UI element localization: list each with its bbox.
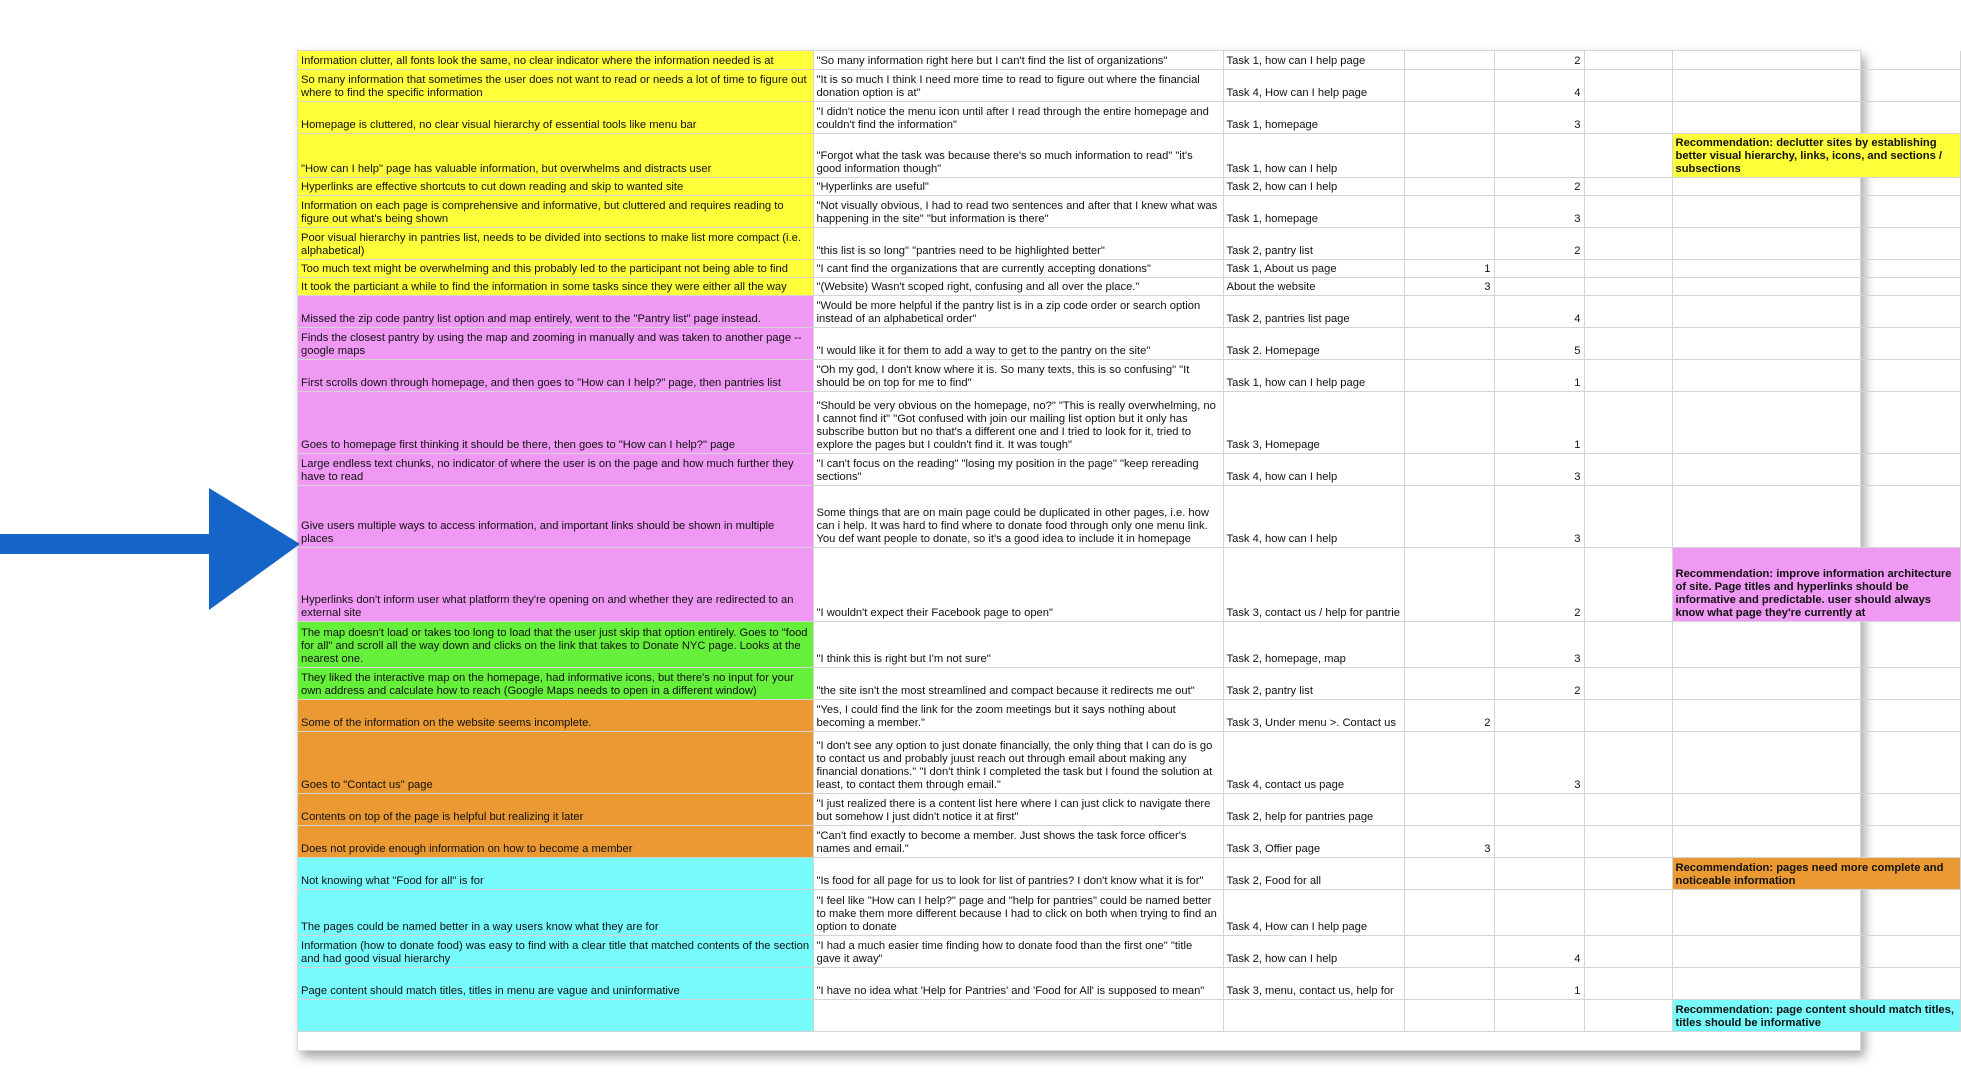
table-row bbox=[298, 857, 1960, 889]
rating-a-cell[interactable]: 3 bbox=[1404, 277, 1494, 295]
recommendation-cell[interactable] bbox=[1672, 277, 1960, 295]
empty-cell[interactable] bbox=[1584, 327, 1672, 359]
table-row bbox=[298, 277, 1960, 295]
rating-a-cell[interactable] bbox=[1404, 621, 1494, 667]
rating-b-cell[interactable]: 2 bbox=[1494, 51, 1584, 69]
table-row bbox=[298, 999, 1960, 1031]
quote-cell[interactable]: "Should be very obvious on the homepage, no?" "This is really overwhelming, no I cannot find it" "Got confused with join our mailing list option but it only has subscribe button but no that's a different one and I tried to look for it, tried to explore the pages but I couldn't find it. It was tough" bbox=[813, 391, 1223, 453]
finding-cell[interactable]: Some of the information on the website seems incomplete. bbox=[298, 699, 813, 731]
finding-cell[interactable]: Contents on top of the page is helpful but realizing it later bbox=[298, 793, 813, 825]
rating-b-cell[interactable]: 1 bbox=[1494, 359, 1584, 391]
table-row bbox=[298, 327, 1960, 359]
finding-cell[interactable]: Not knowing what "Food for all" is for bbox=[298, 857, 813, 889]
recommendation-cell[interactable] bbox=[1672, 453, 1960, 485]
task-cell[interactable]: Task 1, how can I help page bbox=[1223, 51, 1404, 69]
empty-cell[interactable] bbox=[1584, 359, 1672, 391]
table-row bbox=[298, 485, 1960, 547]
quote-cell[interactable]: "Is food for all page for us to look for list of pantries? I don't know what it is for" bbox=[813, 857, 1223, 889]
quote-cell[interactable]: "Yes, I could find the link for the zoom meetings but it says nothing about becoming a member." bbox=[813, 699, 1223, 731]
rating-b-cell[interactable]: 2 bbox=[1494, 547, 1584, 621]
recommendation-cell[interactable] bbox=[1672, 227, 1960, 259]
rating-b-cell[interactable] bbox=[1494, 699, 1584, 731]
recommendation-cell[interactable] bbox=[1672, 621, 1960, 667]
rating-a-cell[interactable] bbox=[1404, 731, 1494, 793]
task-cell[interactable]: Task 2, pantry list bbox=[1223, 667, 1404, 699]
rating-b-cell[interactable] bbox=[1494, 825, 1584, 857]
recommendation-cell[interactable] bbox=[1672, 195, 1960, 227]
finding-cell[interactable] bbox=[298, 999, 813, 1031]
table-row bbox=[298, 935, 1960, 967]
table-row bbox=[298, 621, 1960, 667]
finding-cell[interactable]: Hyperlinks don't inform user what platform they're opening on and whether they are redirected to an external site bbox=[298, 547, 813, 621]
finding-cell[interactable]: Information on each page is comprehensive and informative, but cluttered and requires reading to figure out what's being shown bbox=[298, 195, 813, 227]
spreadsheet bbox=[297, 50, 1954, 1051]
quote-cell[interactable]: "It is so much I think I need more time to read to figure out where the financial donation option is at" bbox=[813, 69, 1223, 101]
finding-cell[interactable]: Missed the zip code pantry list option and map entirely, went to the "Pantry list" page instead. bbox=[298, 295, 813, 327]
empty-cell[interactable] bbox=[1584, 889, 1672, 935]
recommendation-cell[interactable] bbox=[1672, 889, 1960, 935]
rating-a-cell[interactable] bbox=[1404, 195, 1494, 227]
table-row bbox=[298, 69, 1960, 101]
rating-b-cell[interactable]: 5 bbox=[1494, 327, 1584, 359]
empty-cell[interactable] bbox=[1584, 857, 1672, 889]
rating-a-cell[interactable] bbox=[1404, 359, 1494, 391]
rating-a-cell[interactable] bbox=[1404, 857, 1494, 889]
rating-a-cell[interactable] bbox=[1404, 177, 1494, 195]
table-row bbox=[298, 359, 1960, 391]
task-cell[interactable]: Task 3, Under menu >. Contact us bbox=[1223, 699, 1404, 731]
finding-cell[interactable]: Hyperlinks are effective shortcuts to cut down reading and skip to wanted site bbox=[298, 177, 813, 195]
table-row bbox=[298, 101, 1960, 133]
rating-b-cell[interactable]: 3 bbox=[1494, 453, 1584, 485]
rating-b-cell[interactable]: 4 bbox=[1494, 69, 1584, 101]
rating-a-cell[interactable]: 1 bbox=[1404, 259, 1494, 277]
recommendation-cell[interactable] bbox=[1672, 935, 1960, 967]
quote-cell[interactable]: Some things that are on main page could be duplicated in other pages, i.e. how can i help. It was hard to find where to donate food through only one menu link. You def want people to donate, so it's a good idea to include it in homepage bbox=[813, 485, 1223, 547]
empty-cell[interactable] bbox=[1584, 227, 1672, 259]
quote-cell[interactable]: "I just realized there is a content list here where I can just click to navigate there but somehow I just didn't notice it at first" bbox=[813, 793, 1223, 825]
quote-cell[interactable]: "Would be more helpful if the pantry list is in a zip code order or search option instead of an alphabetical order" bbox=[813, 295, 1223, 327]
rating-b-cell[interactable]: 3 bbox=[1494, 485, 1584, 547]
finding-cell[interactable]: Goes to homepage first thinking it should be there, then goes to "How can I help?" page bbox=[298, 391, 813, 453]
task-cell[interactable]: Task 1, homepage bbox=[1223, 195, 1404, 227]
rating-b-cell[interactable]: 1 bbox=[1494, 967, 1584, 999]
quote-cell[interactable]: "the site isn't the most streamlined and compact because it redirects me out" bbox=[813, 667, 1223, 699]
rating-b-cell[interactable]: 3 bbox=[1494, 195, 1584, 227]
quote-cell[interactable]: "Hyperlinks are useful" bbox=[813, 177, 1223, 195]
quote-cell[interactable]: "this list is so long" "pantries need to be highlighted better" bbox=[813, 227, 1223, 259]
table-row bbox=[298, 453, 1960, 485]
task-cell[interactable]: About the website bbox=[1223, 277, 1404, 295]
empty-cell[interactable] bbox=[1584, 699, 1672, 731]
rating-a-cell[interactable] bbox=[1404, 889, 1494, 935]
quote-cell[interactable]: "I would like it for them to add a way to get to the pantry on the site" bbox=[813, 327, 1223, 359]
rating-a-cell[interactable] bbox=[1404, 227, 1494, 259]
task-cell[interactable]: Task 1, homepage bbox=[1223, 101, 1404, 133]
task-cell[interactable]: Task 4, how can I help bbox=[1223, 453, 1404, 485]
rating-b-cell[interactable] bbox=[1494, 133, 1584, 177]
table-row bbox=[298, 295, 1960, 327]
rating-b-cell[interactable]: 2 bbox=[1494, 667, 1584, 699]
table-row bbox=[298, 731, 1960, 793]
quote-cell[interactable]: "I didn't notice the menu icon until after I read through the entire homepage and couldn't find the information" bbox=[813, 101, 1223, 133]
rating-a-cell[interactable] bbox=[1404, 69, 1494, 101]
recommendation-cell[interactable] bbox=[1672, 667, 1960, 699]
empty-cell[interactable] bbox=[1584, 667, 1672, 699]
rating-a-cell[interactable] bbox=[1404, 793, 1494, 825]
empty-cell[interactable] bbox=[1584, 793, 1672, 825]
table-row bbox=[298, 889, 1960, 935]
finding-cell[interactable]: They liked the interactive map on the homepage, had informative icons, but there's no input for your own address and calculate how to reach (Google Maps needs to open in a different window) bbox=[298, 667, 813, 699]
finding-cell[interactable]: Information clutter, all fonts look the same, no clear indicator where the information needed is at bbox=[298, 51, 813, 69]
quote-cell[interactable]: "I think this is right but I'm not sure" bbox=[813, 621, 1223, 667]
table-row bbox=[298, 967, 1960, 999]
finding-cell[interactable]: "How can I help" page has valuable information, but overwhelms and distracts user bbox=[298, 133, 813, 177]
quote-cell[interactable]: "I wouldn't expect their Facebook page to open" bbox=[813, 547, 1223, 621]
rating-b-cell[interactable]: 3 bbox=[1494, 621, 1584, 667]
empty-cell[interactable] bbox=[1584, 935, 1672, 967]
rating-b-cell[interactable] bbox=[1494, 259, 1584, 277]
rating-b-cell[interactable] bbox=[1494, 793, 1584, 825]
rating-a-cell[interactable] bbox=[1404, 327, 1494, 359]
task-cell[interactable]: Task 3, Homepage bbox=[1223, 391, 1404, 453]
empty-cell[interactable] bbox=[1584, 825, 1672, 857]
quote-cell[interactable]: "(Website) Wasn't scoped right, confusing and all over the place." bbox=[813, 277, 1223, 295]
recommendation-cell[interactable] bbox=[1672, 327, 1960, 359]
empty-cell[interactable] bbox=[1584, 731, 1672, 793]
task-cell[interactable]: Task 2, how can I help bbox=[1223, 935, 1404, 967]
quote-cell[interactable]: "I feel like "How can I help?" page and "help for pantries" could be named better to make them more different because I had to click on both when trying to find an option to donate bbox=[813, 889, 1223, 935]
recommendation-cell[interactable]: Recommendation: improve information architecture of site. Page titles and hyperlinks should be informative and predictable. user should always know what page they're currently at bbox=[1672, 547, 1960, 621]
recommendation-cell[interactable] bbox=[1672, 825, 1960, 857]
task-cell[interactable]: Task 2, Food for all bbox=[1223, 857, 1404, 889]
recommendation-cell[interactable]: Recommendation: page content should match titles, titles should be informative bbox=[1672, 999, 1960, 1031]
quote-cell[interactable]: "I don't see any option to just donate financially, the only thing that I can do is go to contact us and probably juust reach out through email about making any financial donations." "I don't think I completed the task but I found the solution at least, to contact them through email." bbox=[813, 731, 1223, 793]
task-cell[interactable]: Task 1, About us page bbox=[1223, 259, 1404, 277]
empty-cell[interactable] bbox=[1584, 177, 1672, 195]
finding-cell[interactable]: Does not provide enough information on how to become a member bbox=[298, 825, 813, 857]
finding-cell[interactable]: Goes to "Contact us" page bbox=[298, 731, 813, 793]
task-cell[interactable]: Task 4, contact us page bbox=[1223, 731, 1404, 793]
finding-cell[interactable]: So many information that sometimes the user does not want to read or needs a lot of time to figure out where to find the specific information bbox=[298, 69, 813, 101]
table-row bbox=[298, 195, 1960, 227]
rating-b-cell[interactable]: 3 bbox=[1494, 731, 1584, 793]
rating-a-cell[interactable] bbox=[1404, 547, 1494, 621]
rating-b-cell[interactable] bbox=[1494, 277, 1584, 295]
empty-cell[interactable] bbox=[1584, 195, 1672, 227]
task-cell[interactable]: Task 3, Offier page bbox=[1223, 825, 1404, 857]
task-cell[interactable]: Task 2, homepage, map bbox=[1223, 621, 1404, 667]
task-cell[interactable]: Task 2, help for pantries page bbox=[1223, 793, 1404, 825]
empty-cell[interactable] bbox=[1584, 69, 1672, 101]
rating-a-cell[interactable] bbox=[1404, 667, 1494, 699]
quote-cell[interactable]: "Oh my god, I don't know where it is. So many texts, this is so confusing" "It should be on top for me to find" bbox=[813, 359, 1223, 391]
recommendation-cell[interactable] bbox=[1672, 793, 1960, 825]
findings-table bbox=[298, 51, 1961, 1032]
task-cell[interactable]: Task 1, how can I help page bbox=[1223, 359, 1404, 391]
finding-cell[interactable]: Too much text might be overwhelming and this probably led to the participant not being able to find bbox=[298, 259, 813, 277]
task-cell[interactable]: Task 2. Homepage bbox=[1223, 327, 1404, 359]
empty-cell[interactable] bbox=[1584, 51, 1672, 69]
empty-cell[interactable] bbox=[1584, 101, 1672, 133]
right-arrow-icon bbox=[0, 488, 300, 614]
task-cell[interactable]: Task 2, how can I help bbox=[1223, 177, 1404, 195]
rating-a-cell[interactable] bbox=[1404, 101, 1494, 133]
table-row bbox=[298, 825, 1960, 857]
empty-cell[interactable] bbox=[1584, 259, 1672, 277]
recommendation-cell[interactable] bbox=[1672, 485, 1960, 547]
table-row bbox=[298, 259, 1960, 277]
table-row bbox=[298, 793, 1960, 825]
recommendation-cell[interactable]: Recommendation: declutter sites by establishing better visual hierarchy, links, icons, and sections / subsections bbox=[1672, 133, 1960, 177]
empty-cell[interactable] bbox=[1584, 295, 1672, 327]
table-row bbox=[298, 699, 1960, 731]
quote-cell[interactable]: "So many information right here but I can't find the list of organizations" bbox=[813, 51, 1223, 69]
empty-cell[interactable] bbox=[1584, 621, 1672, 667]
rating-b-cell[interactable] bbox=[1494, 889, 1584, 935]
recommendation-cell[interactable] bbox=[1672, 259, 1960, 277]
task-cell[interactable] bbox=[1223, 999, 1404, 1031]
empty-cell[interactable] bbox=[1584, 277, 1672, 295]
recommendation-cell[interactable] bbox=[1672, 967, 1960, 999]
rating-a-cell[interactable] bbox=[1404, 935, 1494, 967]
recommendation-cell[interactable] bbox=[1672, 391, 1960, 453]
rating-b-cell[interactable]: 2 bbox=[1494, 177, 1584, 195]
task-cell[interactable]: Task 2, pantry list bbox=[1223, 227, 1404, 259]
empty-cell[interactable] bbox=[1584, 133, 1672, 177]
rating-b-cell[interactable] bbox=[1494, 857, 1584, 889]
rating-a-cell[interactable] bbox=[1404, 967, 1494, 999]
finding-cell[interactable]: The map doesn't load or takes too long to load that the user just skip that option entirely. Goes to "food for all" and scroll all the way down and clicks on the link that takes to Donate NYC page. Looks at the nearest one. bbox=[298, 621, 813, 667]
quote-cell[interactable]: "I cant find the organizations that are currently accepting donations" bbox=[813, 259, 1223, 277]
table-row bbox=[298, 133, 1960, 177]
finding-cell[interactable]: First scrolls down through homepage, and then goes to "How can I help?" page, then pantries list bbox=[298, 359, 813, 391]
rating-a-cell[interactable] bbox=[1404, 295, 1494, 327]
quote-cell[interactable]: "I have no idea what 'Help for Pantries' and 'Food for All' is supposed to mean" bbox=[813, 967, 1223, 999]
quote-cell[interactable] bbox=[813, 999, 1223, 1031]
rating-b-cell[interactable]: 3 bbox=[1494, 101, 1584, 133]
rating-a-cell[interactable] bbox=[1404, 485, 1494, 547]
finding-cell[interactable]: Page content should match titles, titles in menu are vague and uninformative bbox=[298, 967, 813, 999]
rating-b-cell[interactable]: 4 bbox=[1494, 295, 1584, 327]
empty-cell[interactable] bbox=[1584, 547, 1672, 621]
finding-cell[interactable]: The pages could be named better in a way users know what they are for bbox=[298, 889, 813, 935]
finding-cell[interactable]: Finds the closest pantry by using the map and zooming in manually and was taken to another page -- google maps bbox=[298, 327, 813, 359]
quote-cell[interactable]: "Forgot what the task was because there's so much information to read" "it's good information though" bbox=[813, 133, 1223, 177]
task-cell[interactable]: Task 4, How can I help page bbox=[1223, 69, 1404, 101]
table-row bbox=[298, 547, 1960, 621]
rating-a-cell[interactable] bbox=[1404, 133, 1494, 177]
table-row bbox=[298, 667, 1960, 699]
rating-a-cell[interactable]: 2 bbox=[1404, 699, 1494, 731]
rating-a-cell[interactable] bbox=[1404, 999, 1494, 1031]
rating-b-cell[interactable] bbox=[1494, 999, 1584, 1031]
empty-cell[interactable] bbox=[1584, 453, 1672, 485]
recommendation-cell[interactable] bbox=[1672, 101, 1960, 133]
table-row bbox=[298, 51, 1960, 69]
rating-a-cell[interactable] bbox=[1404, 51, 1494, 69]
task-cell[interactable]: Task 3, menu, contact us, help for bbox=[1223, 967, 1404, 999]
finding-cell[interactable]: Homepage is cluttered, no clear visual hierarchy of essential tools like menu bar bbox=[298, 101, 813, 133]
finding-cell[interactable]: Information (how to donate food) was easy to find with a clear title that matched contents of the section and had good visual hierarchy bbox=[298, 935, 813, 967]
empty-cell[interactable] bbox=[1584, 999, 1672, 1031]
task-cell[interactable]: Task 4, how can I help bbox=[1223, 485, 1404, 547]
empty-cell[interactable] bbox=[1584, 967, 1672, 999]
recommendation-cell[interactable] bbox=[1672, 295, 1960, 327]
recommendation-cell[interactable] bbox=[1672, 69, 1960, 101]
empty-cell[interactable] bbox=[1584, 485, 1672, 547]
finding-cell[interactable]: It took the particiant a while to find the information in some tasks since they were either all the way bbox=[298, 277, 813, 295]
task-cell[interactable]: Task 4, How can I help page bbox=[1223, 889, 1404, 935]
table-row bbox=[298, 177, 1960, 195]
rating-b-cell[interactable]: 1 bbox=[1494, 391, 1584, 453]
finding-cell[interactable]: Give users multiple ways to access information, and important links should be shown in multiple places bbox=[298, 485, 813, 547]
task-cell[interactable]: Task 1, how can I help bbox=[1223, 133, 1404, 177]
recommendation-cell[interactable] bbox=[1672, 699, 1960, 731]
rating-a-cell[interactable]: 3 bbox=[1404, 825, 1494, 857]
recommendation-cell[interactable] bbox=[1672, 51, 1960, 69]
task-cell[interactable]: Task 3, contact us / help for pantrie bbox=[1223, 547, 1404, 621]
recommendation-cell[interactable]: Recommendation: pages need more complete and noticeable information bbox=[1672, 857, 1960, 889]
recommendation-cell[interactable] bbox=[1672, 177, 1960, 195]
finding-cell[interactable]: Poor visual hierarchy in pantries list, needs to be divided into sections to make list more compact (i.e. alphabetical) bbox=[298, 227, 813, 259]
rating-b-cell[interactable]: 4 bbox=[1494, 935, 1584, 967]
empty-cell[interactable] bbox=[1584, 391, 1672, 453]
finding-cell[interactable]: Large endless text chunks, no indicator of where the user is on the page and how much further they have to read bbox=[298, 453, 813, 485]
quote-cell[interactable]: "Can't find exactly to become a member. Just shows the task force officer's names and email." bbox=[813, 825, 1223, 857]
table-row bbox=[298, 227, 1960, 259]
table-row bbox=[298, 391, 1960, 453]
recommendation-cell[interactable] bbox=[1672, 731, 1960, 793]
task-cell[interactable]: Task 2, pantries list page bbox=[1223, 295, 1404, 327]
quote-cell[interactable]: "Not visually obvious, I had to read two sentences and after that I knew what was happening in the site" "but information is there" bbox=[813, 195, 1223, 227]
rating-a-cell[interactable] bbox=[1404, 391, 1494, 453]
quote-cell[interactable]: "I can't focus on the reading" "losing my position in the page" "keep rereading sections" bbox=[813, 453, 1223, 485]
quote-cell[interactable]: "I had a much easier time finding how to donate food than the first one" "title gave it away" bbox=[813, 935, 1223, 967]
rating-b-cell[interactable]: 2 bbox=[1494, 227, 1584, 259]
recommendation-cell[interactable] bbox=[1672, 359, 1960, 391]
rating-a-cell[interactable] bbox=[1404, 453, 1494, 485]
